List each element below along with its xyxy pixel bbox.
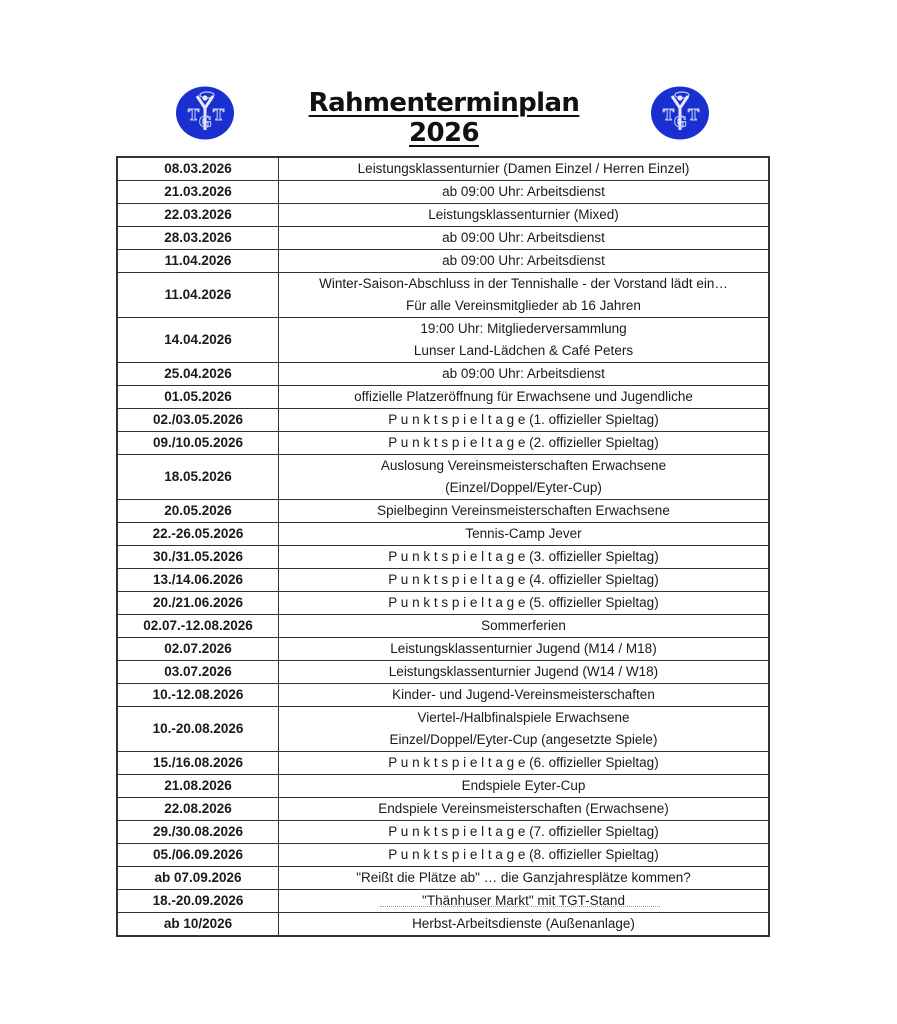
event-description <box>279 432 770 455</box>
event-line: P u n k t s p i e l t a g e (2. offizieller Spieltag) <box>388 435 659 450</box>
event-description <box>279 157 770 181</box>
event-date: 22.08.2026 <box>117 798 279 821</box>
table-row <box>117 181 769 204</box>
tgt-logo-left <box>175 86 235 140</box>
svg-text:G: G <box>674 113 687 131</box>
event-date: 18.05.2026 <box>117 455 279 500</box>
event-line: Herbst-Arbeitsdienste (Außenanlage) <box>412 916 635 931</box>
event-description <box>279 363 770 386</box>
event-line: P u n k t s p i e l t a g e (8. offizieller Spieltag) <box>388 847 659 862</box>
event-date: 03.07.2026 <box>117 661 279 684</box>
event-date: 11.04.2026 <box>117 273 279 318</box>
event-date: 22.-26.05.2026 <box>117 523 279 546</box>
event-description <box>279 409 770 432</box>
event-date: 14.04.2026 <box>117 318 279 363</box>
event-line: offizielle Platzeröffnung für Erwachsene und Jugendliche <box>354 389 693 404</box>
table-row <box>117 638 769 661</box>
event-description <box>279 250 770 273</box>
table-row <box>117 684 769 707</box>
event-date: ab 07.09.2026 <box>117 867 279 890</box>
table-row <box>117 661 769 684</box>
event-date: 02./03.05.2026 <box>117 409 279 432</box>
table-row <box>117 455 769 500</box>
event-date: 02.07.2026 <box>117 638 279 661</box>
table-row <box>117 844 769 867</box>
svg-text:T: T <box>688 106 700 124</box>
table-row <box>117 204 769 227</box>
event-line: Endspiele Eyter-Cup <box>461 778 586 793</box>
event-description <box>279 775 770 798</box>
table-row <box>117 273 769 318</box>
event-date: 30./31.05.2026 <box>117 546 279 569</box>
event-description <box>279 318 770 363</box>
event-line: Leistungsklassenturnier Jugend (W14 / W18) <box>388 664 659 679</box>
event-line: Viertel-/Halbfinalspiele Erwachsene <box>417 710 630 725</box>
table-row <box>117 318 769 363</box>
table-row <box>117 798 769 821</box>
table-row <box>117 386 769 409</box>
event-description <box>279 684 770 707</box>
tgt-logo-right <box>650 86 710 140</box>
event-description <box>279 273 770 318</box>
event-description <box>279 844 770 867</box>
event-line: Leistungsklassenturnier (Mixed) <box>428 207 619 222</box>
event-description <box>279 752 770 775</box>
event-line: Winter-Saison-Abschluss in der Tennishalle - der Vorstand lädt ein… <box>319 276 728 291</box>
event-line: Leistungsklassenturnier (Damen Einzel / Herren Einzel) <box>357 161 690 176</box>
event-date: 21.08.2026 <box>117 775 279 798</box>
event-date: 02.07.-12.08.2026 <box>117 615 279 638</box>
table-row <box>117 432 769 455</box>
event-description <box>279 707 770 752</box>
table-row <box>117 523 769 546</box>
event-line: Spielbeginn Vereinsmeisterschaften Erwachsene <box>377 503 670 518</box>
event-description <box>279 867 770 890</box>
event-date: 13./14.06.2026 <box>117 569 279 592</box>
event-description <box>279 546 770 569</box>
event-description <box>279 500 770 523</box>
table-row <box>117 615 769 638</box>
event-description <box>279 615 770 638</box>
event-date: 08.03.2026 <box>117 157 279 181</box>
event-description <box>279 913 770 937</box>
table-row <box>117 500 769 523</box>
event-line: P u n k t s p i e l t a g e (6. offizieller Spieltag) <box>388 755 659 770</box>
event-line: ab 09:00 Uhr: Arbeitsdienst <box>442 253 605 268</box>
event-line: Sommerferien <box>481 618 566 633</box>
event-line: (Einzel/Doppel/Eyter-Cup) <box>445 480 602 495</box>
event-date: 05./06.09.2026 <box>117 844 279 867</box>
event-date: 15./16.08.2026 <box>117 752 279 775</box>
table-row <box>117 363 769 386</box>
event-date: 01.05.2026 <box>117 386 279 409</box>
event-description <box>279 638 770 661</box>
event-description <box>279 569 770 592</box>
ghost-line <box>380 906 660 909</box>
event-date: 25.04.2026 <box>117 363 279 386</box>
event-date: 11.04.2026 <box>117 250 279 273</box>
event-description <box>279 661 770 684</box>
event-line: "Thänhuser Markt" mit TGT-Stand <box>422 893 625 908</box>
event-line: P u n k t s p i e l t a g e (4. offizieller Spieltag) <box>388 572 659 587</box>
event-line: Einzel/Doppel/Eyter-Cup (angesetzte Spiele) <box>389 732 658 747</box>
table-row <box>117 867 769 890</box>
event-line: Auslosung Vereinsmeisterschaften Erwachsene <box>380 458 667 473</box>
table-row <box>117 409 769 432</box>
event-date: 09./10.05.2026 <box>117 432 279 455</box>
event-line: "Reißt die Plätze ab" … die Ganzjahresplätze kommen? <box>356 870 691 885</box>
event-line: P u n k t s p i e l t a g e (5. offizieller Spieltag) <box>388 595 659 610</box>
event-line: Lunser Land-Lädchen & Café Peters <box>413 343 634 358</box>
event-date: 20./21.06.2026 <box>117 592 279 615</box>
event-line: Für alle Vereinsmitglieder ab 16 Jahren <box>406 298 641 313</box>
svg-text:G: G <box>199 113 212 131</box>
table-row <box>117 913 769 937</box>
event-date: 28.03.2026 <box>117 227 279 250</box>
event-line: Endspiele Vereinsmeisterschaften (Erwachsene) <box>378 801 669 816</box>
table-row <box>117 752 769 775</box>
event-date: 18.-20.09.2026 <box>117 890 279 913</box>
table-row <box>117 250 769 273</box>
table-row <box>117 546 769 569</box>
event-line: ab 09:00 Uhr: Arbeitsdienst <box>442 366 605 381</box>
event-description <box>279 204 770 227</box>
event-line: Leistungsklassenturnier Jugend (M14 / M18) <box>390 641 657 656</box>
event-date: 10.-20.08.2026 <box>117 707 279 752</box>
table-row <box>117 227 769 250</box>
event-line: Kinder- und Jugend-Vereinsmeisterschaften <box>392 687 655 702</box>
table-row <box>117 821 769 844</box>
event-description <box>279 227 770 250</box>
event-line: ab 09:00 Uhr: Arbeitsdienst <box>442 184 605 199</box>
table-row <box>117 592 769 615</box>
event-date: 22.03.2026 <box>117 204 279 227</box>
event-description <box>279 523 770 546</box>
event-line: 19:00 Uhr: Mitgliederversammlung <box>420 321 627 336</box>
event-date: 20.05.2026 <box>117 500 279 523</box>
event-description <box>279 386 770 409</box>
page-title: Rahmenterminplan 2026 <box>308 88 580 148</box>
event-date: 10.-12.08.2026 <box>117 684 279 707</box>
event-date: 21.03.2026 <box>117 181 279 204</box>
svg-text:T: T <box>663 106 675 124</box>
schedule-table <box>116 156 770 937</box>
event-date: ab 10/2026 <box>117 913 279 937</box>
event-line: P u n k t s p i e l t a g e (3. offizieller Spieltag) <box>388 549 659 564</box>
table-row <box>117 157 769 181</box>
svg-text:T: T <box>213 106 225 124</box>
event-date: 29./30.08.2026 <box>117 821 279 844</box>
table-row <box>117 707 769 752</box>
event-description <box>279 592 770 615</box>
table-row <box>117 890 769 913</box>
event-line: ab 09:00 Uhr: Arbeitsdienst <box>442 230 605 245</box>
svg-text:T: T <box>188 106 200 124</box>
table-row <box>117 775 769 798</box>
table-row <box>117 569 769 592</box>
event-line: Tennis-Camp Jever <box>465 526 582 541</box>
event-line: P u n k t s p i e l t a g e (7. offizieller Spieltag) <box>388 824 659 839</box>
event-description <box>279 455 770 500</box>
event-description <box>279 181 770 204</box>
event-line: P u n k t s p i e l t a g e (1. offizieller Spieltag) <box>388 412 659 427</box>
event-description <box>279 890 770 913</box>
event-description <box>279 798 770 821</box>
event-description <box>279 821 770 844</box>
